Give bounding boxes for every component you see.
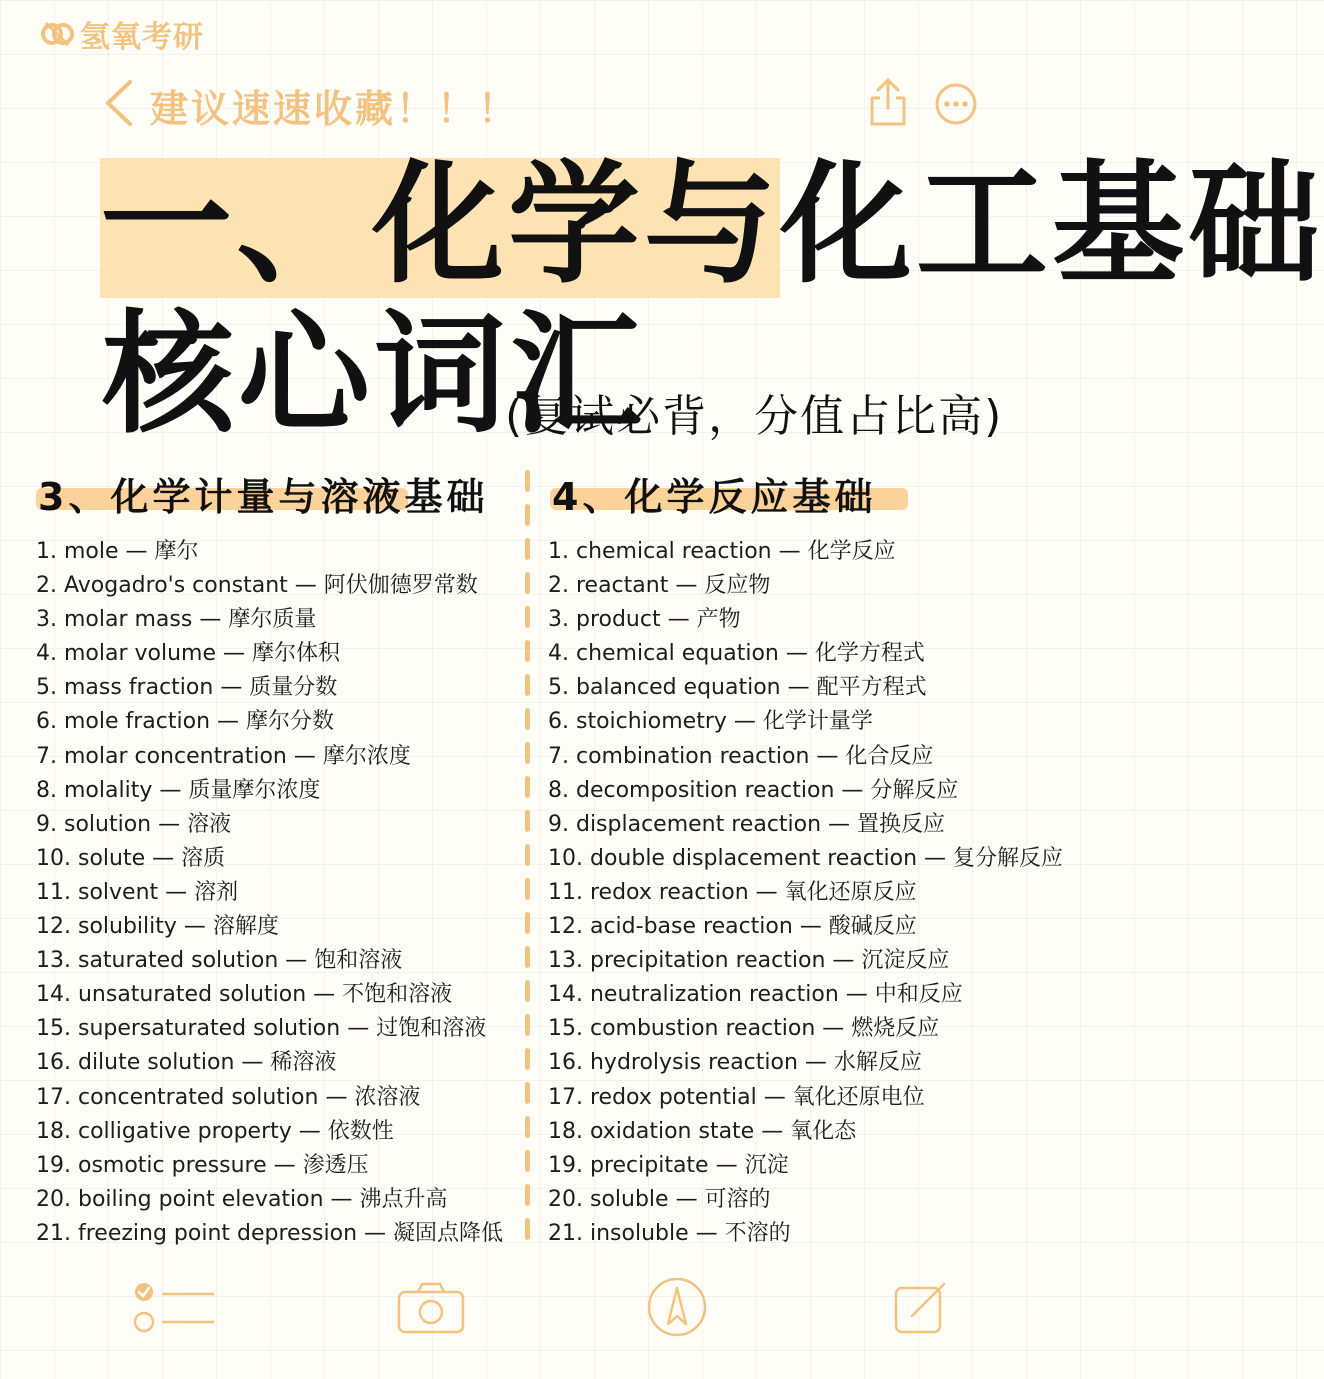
divider-dash <box>525 1116 530 1138</box>
page-title-line2: 核心词汇 <box>102 298 646 452</box>
list-item: 3. product — 产物 <box>548 607 741 633</box>
list-item: 5. balanced equation — 配平方程式 <box>548 675 927 701</box>
list-item: 1. mole — 摩尔 <box>36 539 199 564</box>
list-item: 18. colligative property — 依数性 <box>36 1118 394 1144</box>
list-item: 15. combustion reaction — 燃烧反应 <box>548 1016 940 1042</box>
list-item: 16. dilute solution — 稀溶液 <box>36 1050 337 1076</box>
list-item: 8. decomposition reaction — 分解反应 <box>548 777 959 803</box>
list-item: 9. displacement reaction — 置换反应 <box>548 811 946 837</box>
divider-dash <box>525 878 530 900</box>
left-section-header: 3、化学计量与溶液基础 <box>38 475 489 519</box>
list-item: 9. solution — 溶液 <box>36 811 232 837</box>
list-item: 14. unsaturated solution — 不饱和溶液 <box>36 982 453 1008</box>
divider-dash <box>525 1150 530 1172</box>
list-item: 7. combination reaction — 化合反应 <box>548 743 934 769</box>
divider-dash <box>525 708 530 730</box>
list-item: 21. freezing point depression — 凝固点降低 <box>36 1220 504 1246</box>
divider-dash <box>525 742 530 764</box>
list-item: 8. molality — 质量摩尔浓度 <box>36 777 321 803</box>
list-item: 18. oxidation state — 氧化态 <box>548 1118 857 1144</box>
list-item: 17. redox potential — 氧化还原电位 <box>548 1084 925 1110</box>
divider-dash <box>525 1184 530 1206</box>
divider-dash <box>525 980 530 1002</box>
list-item: 4. molar volume — 摩尔体积 <box>36 641 340 667</box>
list-item: 13. precipitation reaction — 沉淀反应 <box>548 948 950 974</box>
list-item: 20. soluble — 可溶的 <box>548 1186 771 1212</box>
divider-dash <box>525 640 530 662</box>
camera-icon[interactable] <box>396 1280 466 1336</box>
list-item: 14. neutralization reaction — 中和反应 <box>548 982 963 1008</box>
list-item: 5. mass fraction — 质量分数 <box>36 675 338 701</box>
list-item: 3. molar mass — 摩尔质量 <box>36 607 317 633</box>
divider-dash <box>525 912 530 934</box>
divider-dash <box>525 504 530 526</box>
share-icon[interactable] <box>866 76 910 128</box>
right-section-header: 4、化学反应基础 <box>552 475 877 519</box>
compass-icon[interactable] <box>646 1276 708 1338</box>
list-item: 12. solubility — 溶解度 <box>36 914 279 940</box>
divider-dash <box>525 538 530 560</box>
page-subtitle: (复试必背，分值占比高) <box>505 391 1004 442</box>
divider-dash <box>525 1048 530 1070</box>
divider-dash <box>525 810 530 832</box>
list-item: 19. precipitate — 沉淀 <box>548 1152 789 1178</box>
list-item: 17. concentrated solution — 浓溶液 <box>36 1084 421 1110</box>
right-vocab-list <box>548 535 1063 1251</box>
logo <box>40 12 204 56</box>
more-icon[interactable] <box>934 82 978 126</box>
divider-dash <box>525 776 530 798</box>
divider-dash <box>525 1082 530 1104</box>
back-icon[interactable] <box>100 78 140 128</box>
divider-dash <box>525 674 530 696</box>
list-item: 7. molar concentration — 摩尔浓度 <box>36 743 411 769</box>
list-item: 2. Avogadro's constant — 阿伏伽德罗常数 <box>36 573 478 599</box>
list-item: 2. reactant — 反应物 <box>548 573 771 599</box>
list-item: 10. double displacement reaction — 复分解反应 <box>548 845 1064 871</box>
list-item: 6. mole fraction — 摩尔分数 <box>36 709 335 735</box>
list-item: 13. saturated solution — 饱和溶液 <box>36 948 403 974</box>
divider-dash <box>525 1218 530 1240</box>
divider-dash <box>525 470 530 492</box>
divider-dash <box>525 844 530 866</box>
list-item: 21. insoluble — 不溶的 <box>548 1220 791 1246</box>
list-item: 16. hydrolysis reaction — 水解反应 <box>548 1050 922 1076</box>
list-item: 6. stoichiometry — 化学计量学 <box>548 709 873 735</box>
back-button-label[interactable]: 建议速速收藏！！！ <box>150 87 520 131</box>
list-item: 11. solvent — 溶剂 <box>36 879 239 905</box>
list-item: 11. redox reaction — 氧化还原反应 <box>548 879 917 905</box>
divider-dash <box>525 606 530 628</box>
list-item: 20. boiling point elevation — 沸点升高 <box>36 1186 448 1212</box>
logo-text: 氢氧考研 <box>80 20 204 55</box>
checklist-icon[interactable] <box>130 1280 220 1336</box>
divider-dash <box>525 946 530 968</box>
compose-icon[interactable] <box>890 1276 952 1338</box>
list-item: 12. acid-base reaction — 酸碱反应 <box>548 914 917 940</box>
column-divider <box>524 470 532 1250</box>
divider-dash <box>525 572 530 594</box>
logo-mark-icon <box>40 17 74 51</box>
divider-dash <box>525 1014 530 1036</box>
list-item: 19. osmotic pressure — 渗透压 <box>36 1152 369 1178</box>
list-item: 15. supersaturated solution — 过饱和溶液 <box>36 1016 487 1042</box>
list-item: 4. chemical equation — 化学方程式 <box>548 641 925 667</box>
page-title: 一、化学与化工基础 <box>100 148 1324 302</box>
left-vocab-list <box>36 535 503 1251</box>
list-item: 1. chemical reaction — 化学反应 <box>548 539 896 564</box>
list-item: 10. solute — 溶质 <box>36 845 226 871</box>
